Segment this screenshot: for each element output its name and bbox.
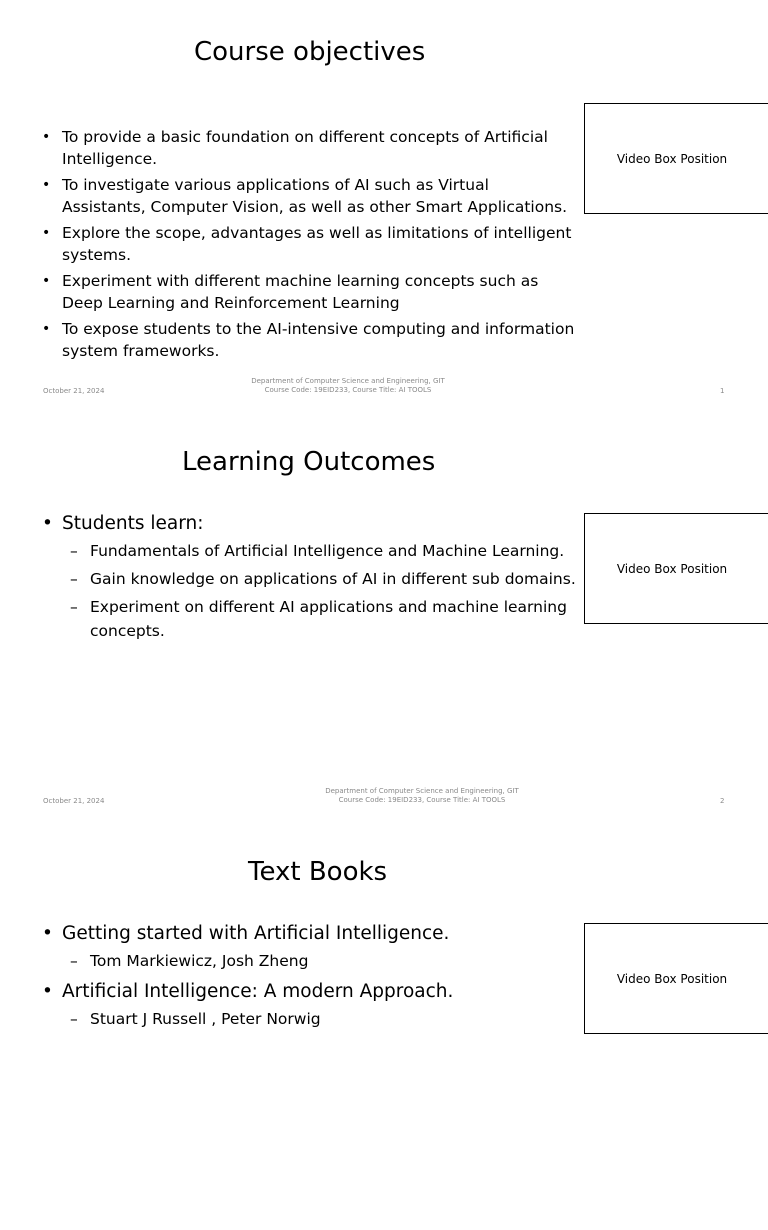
dash-icon: – [70, 570, 78, 588]
video-box-label: Video Box Position [616, 151, 728, 166]
sub-list-item: – Gain knowledge on applications of AI in different sub domains. [70, 567, 582, 591]
slide-course-objectives [0, 0, 768, 410]
bullet-icon: • [42, 321, 51, 337]
sub-list-container [42, 539, 582, 643]
footer-course-info [228, 377, 468, 395]
bullet-icon: • [42, 981, 53, 1002]
video-box-placeholder [584, 103, 768, 214]
sub-list [42, 949, 582, 973]
list-item: • Students learn: [42, 511, 582, 537]
list-item: • Artificial Intelligence: A modern Approach. [42, 979, 582, 1005]
footer-date: October 21, 2024 [43, 797, 105, 805]
slide-learning-outcomes [0, 410, 768, 820]
sub-list-item: – Experiment on different AI applications and machine learning concepts. [70, 595, 582, 643]
bullet-icon: • [42, 923, 53, 944]
footer-course: Course Code: 19EID233, Course Title: AI TOOLS [338, 796, 506, 804]
sub-list [42, 1007, 582, 1031]
list-item: • Experiment with different machine learning concepts such as Deep Learning and Reinforcement Learning [42, 272, 539, 312]
books-list [42, 921, 582, 1037]
bullet-icon: • [42, 177, 51, 193]
footer-course: Course Code: 19EID233, Course Title: AI TOOLS [264, 386, 432, 394]
video-box-placeholder [584, 923, 768, 1034]
dash-icon: – [70, 598, 78, 616]
dash-icon: – [70, 1010, 78, 1028]
dash-icon: – [70, 952, 78, 970]
bullet-icon: • [42, 273, 51, 289]
sub-list-item: – Stuart J Russell , Peter Norwig [70, 1007, 582, 1031]
sub-list-item: – Fundamentals of Artificial Intelligence and Machine Learning. [70, 539, 582, 563]
video-box-placeholder [584, 513, 768, 624]
bullet-icon: • [42, 513, 53, 534]
list-item: • To provide a basic foundation on different concepts of Artificial Intelligence. [42, 128, 548, 168]
outcomes-list [42, 511, 582, 647]
footer-course-info [302, 787, 542, 805]
bullet-icon: • [42, 225, 51, 241]
video-box-label: Video Box Position [616, 971, 728, 986]
footer-date: October 21, 2024 [43, 387, 105, 395]
footer-dept: Department of Computer Science and Engineering, GIT [325, 787, 519, 795]
bullet-icon: • [42, 129, 51, 145]
dash-icon: – [70, 542, 78, 560]
footer-dept: Department of Computer Science and Engineering, GIT [251, 377, 445, 385]
sub-list [42, 539, 582, 643]
list-item: • To expose students to the AI-intensive computing and information system frameworks. [42, 320, 575, 360]
page-number: 1 [720, 387, 725, 395]
slide-title: Learning Outcomes [182, 447, 436, 477]
page-number: 2 [720, 797, 725, 805]
objectives-list [42, 126, 577, 366]
sub-list-item: – Tom Markiewicz, Josh Zheng [70, 949, 582, 973]
sub-list-container [42, 949, 582, 973]
video-box-label: Video Box Position [616, 561, 728, 576]
sub-list-container [42, 1007, 582, 1031]
slide-text-books [0, 820, 768, 1230]
list-item: • To investigate various applications of AI such as Virtual Assistants, Computer Vision, as well as other Smart Applications. [42, 176, 568, 216]
list-item: • Getting started with Artificial Intelligence. [42, 921, 582, 947]
slide-title: Course objectives [194, 37, 426, 67]
list-item: • Explore the scope, advantages as well as limitations of intelligent systems. [42, 224, 572, 264]
slide-title: Text Books [248, 857, 388, 887]
